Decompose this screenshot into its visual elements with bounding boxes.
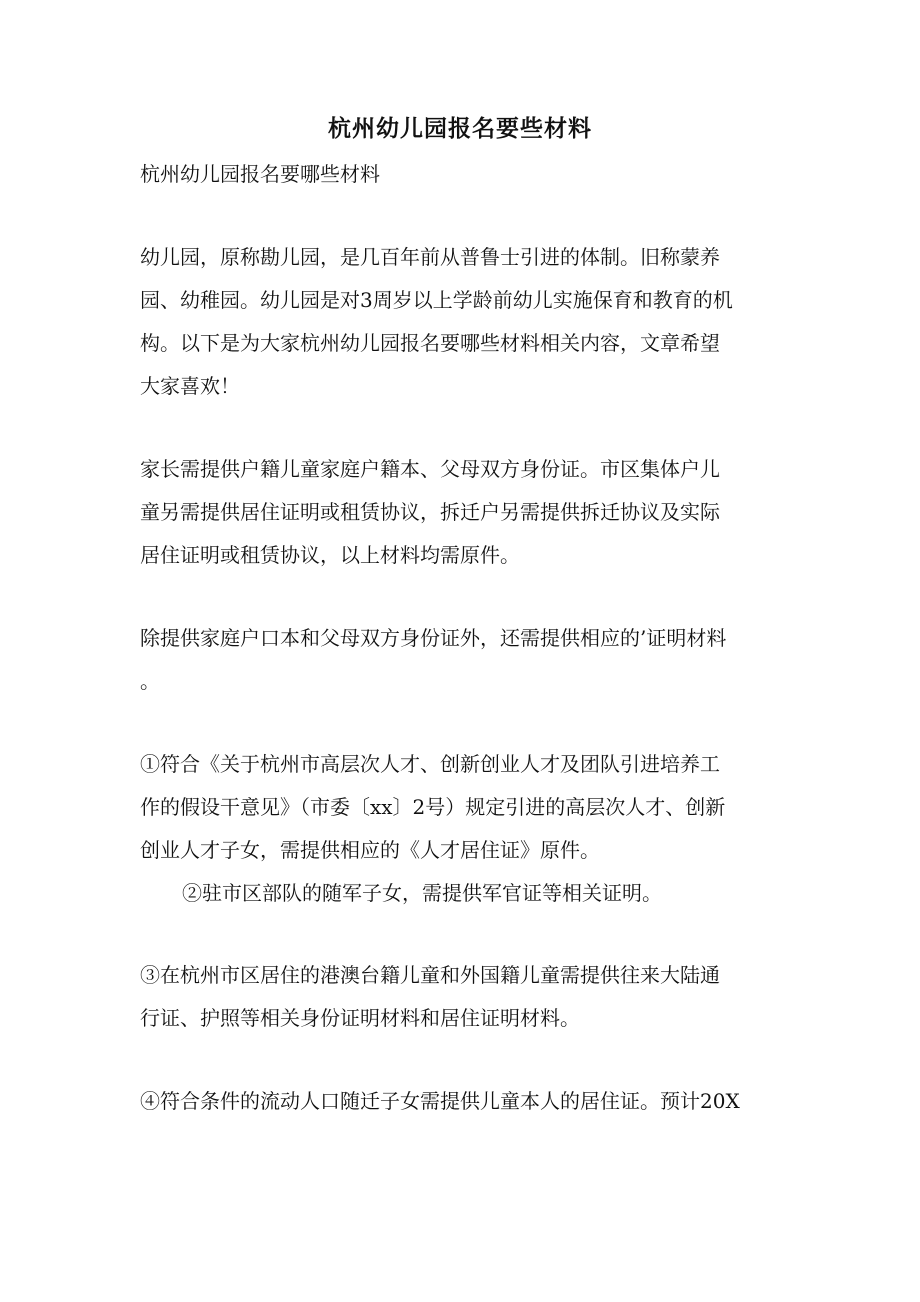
paragraph-2-line-2: 童另需提供居住证明或租赁协议，拆迁户另需提供拆迁协议及实际 — [140, 500, 720, 524]
paragraph-1-line-3: 构。以下是为大家杭州幼儿园报名要哪些材料相关内容，文章希望 — [140, 331, 720, 355]
paragraph-4-line-1: ①符合《关于杭州市高层次人才、创新创业人才及团队引进培养工 — [140, 752, 720, 776]
paragraph-5-line-1: ③在杭州市区居住的港澳台籍儿童和外国籍儿童需提供往来大陆通 — [140, 963, 720, 987]
paragraph-1-line-4: 大家喜欢！ — [140, 374, 240, 398]
paragraph-1-line-1: 幼儿园，原称勘儿园，是几百年前从普鲁士引进的体制。旧称蒙养 — [140, 245, 720, 269]
paragraph-4-line-4: ②驻市区部队的随军子女，需提供军官证等相关证明。 — [182, 881, 662, 905]
paragraph-5-line-2: 行证、护照等相关身份证明材料和居住证明材料。 — [140, 1006, 580, 1030]
paragraph-2-line-3: 居住证明或租赁协议，以上材料均需原件。 — [140, 543, 520, 567]
paragraph-4-line-2: 作的假设干意见》（市委〔xx〕2号）规定引进的高层次人才、创新 — [140, 795, 726, 819]
paragraph-3-line-1: 除提供家庭户口本和父母双方身份证外，还需提供相应的’证明材料 — [140, 626, 727, 650]
document-title: 杭州幼儿园报名要些材料 — [328, 115, 592, 142]
paragraph-3-line-2: 。 — [140, 669, 160, 693]
paragraph-2-line-1: 家长需提供户籍儿童家庭户籍本、父母双方身份证。市区集体户儿 — [140, 457, 720, 481]
paragraph-4-line-3: 创业人才子女，需提供相应的《人才居住证》原件。 — [140, 838, 600, 862]
document-subtitle: 杭州幼儿园报名要哪些材料 — [140, 162, 380, 186]
paragraph-6-line-1: ④符合条件的流动人口随迁子女需提供儿童本人的居住证。预计20X — [140, 1089, 740, 1113]
paragraph-1-line-2: 园、幼稚园。幼儿园是对3周岁以上学龄前幼儿实施保育和教育的机 — [140, 288, 733, 312]
